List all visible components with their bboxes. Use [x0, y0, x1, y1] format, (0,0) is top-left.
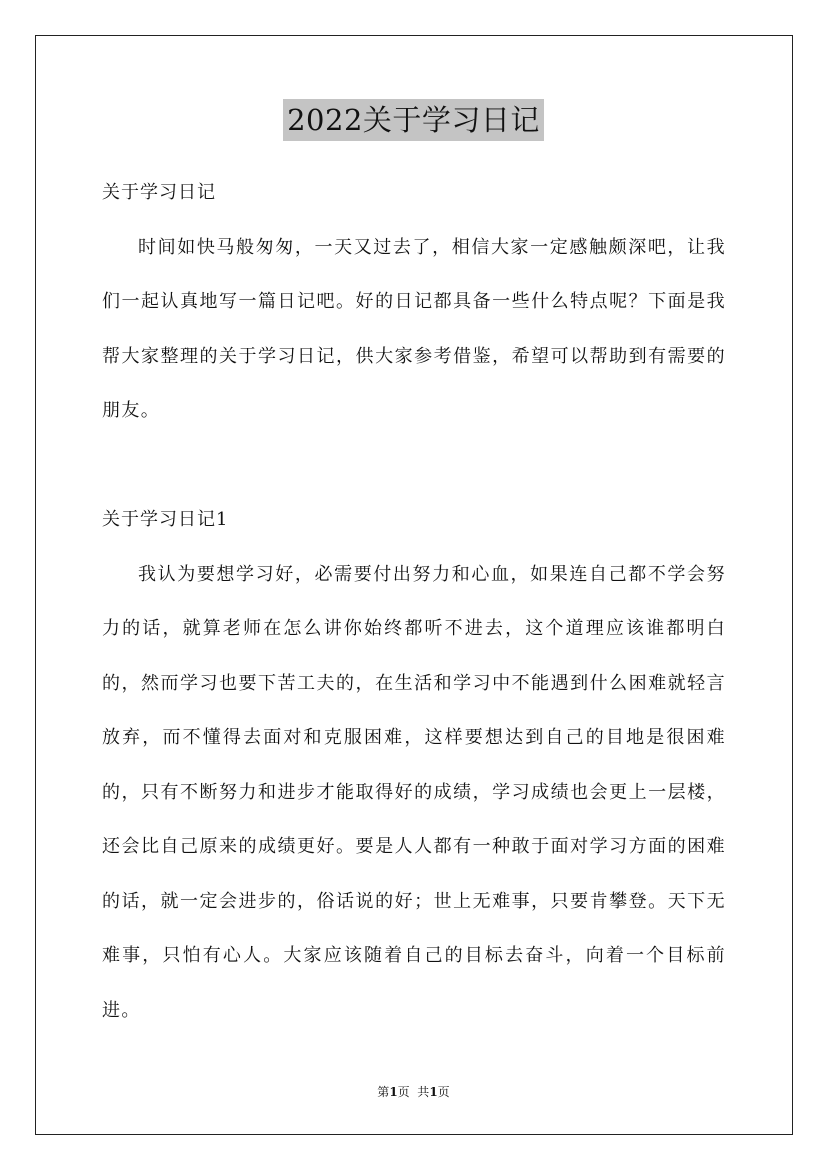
footer-prefix: 第 [377, 1085, 390, 1099]
section-paragraph-intro: 时间如快马般匆匆，一天又过去了，相信大家一定感触颇深吧，让我们一起认真地写一篇日记吧。好的日记都具备一些什么特点呢？下面是我帮大家整理的关于学习日记，供大家参考借鉴，希望可以帮助到有需要的朋友。 [102, 236, 726, 421]
title-container [0, 99, 827, 141]
section-heading-intro: 关于学习日记 [102, 182, 216, 203]
footer-total-pages: 1 [429, 1085, 438, 1099]
section-paragraph-diary-1: 我认为要想学习好，必需要付出努力和心血，如果连自己都不学会努力的话，就算老师在怎么讲你始终都听不进去，这个道理应该谁都明白的，然而学习也要下苦工夫的，在生活和学习中不能遇到什么困难就轻言放弃，而不懂得去面对和克服困难，这样要想达到自己的目地是很困难的，只有不断努力和进步才能取得好的成绩，学习成绩也会更上一层楼，还会比自己原来的成绩更好。要是人人都有一种敢于面对学习方面的困难的话，就一定会进步的，俗话说的好；世上无难事，只要肯攀登。天下无难事，只怕有心人。大家应该随着自己的目标去奋斗，向着一个目标前进。 [102, 563, 726, 1021]
section-spacer [102, 439, 726, 494]
footer-current-page: 1 [389, 1085, 398, 1099]
footer-suffix: 页 [437, 1085, 450, 1099]
footer-middle: 页 共 [397, 1085, 430, 1099]
section-heading-diary-1: 关于学习日记1 [102, 509, 229, 530]
document-body [102, 166, 726, 1038]
document-title: 2022关于学习日记 [283, 99, 544, 141]
page-footer [0, 1084, 827, 1100]
